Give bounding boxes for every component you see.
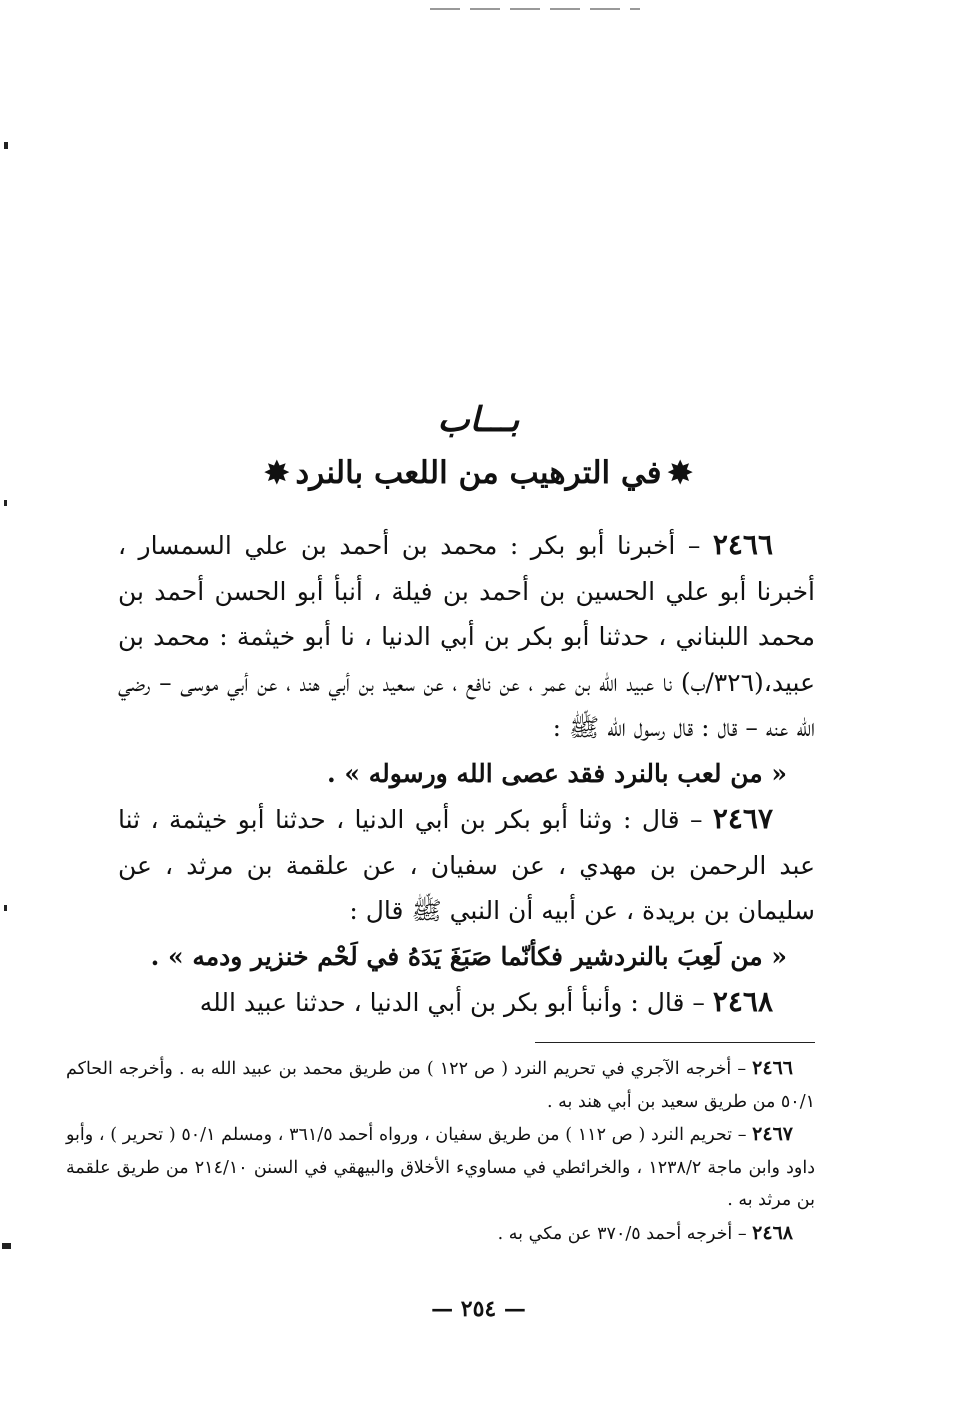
footnote-number: ٢٤٦٧ [752, 1123, 793, 1145]
hadith-entry-2467 [118, 796, 815, 934]
chapter-title: في الترهيب من اللعب بالنرد [295, 455, 662, 491]
hadith-chain: – قال : وأنبأ أبو بكر بن أبي الدنيا ، حدثنا عبيد الله [199, 988, 713, 1017]
page-number: — ٢٥٤ — [431, 1296, 526, 1322]
footnote-item [66, 1118, 815, 1217]
hadith-chain: – أخبرنا أبو بكر : محمد بن أحمد بن علي السمسار ، أخبرنا أبو علي الحسين بن أحمد بن فيلة ، أنبأ أبو الحسن أحمد بن محمد اللبناني ، حدثنا أبو بكر بن أبي الدنيا ، نا أبو خيثمة : محمد بن عبيد،(٣٢٦/ب) نا عبيد الله بن عمر ، عن نافع ، عن سعيد بن أبي هند ، عن أبي موسى – رضي الله عنه – قال : قال رسول الله ﷺ : [118, 531, 815, 742]
scan-mark [4, 905, 7, 911]
scan-mark [4, 500, 7, 506]
footnote-divider [535, 1042, 815, 1043]
footnote-item [66, 1052, 815, 1118]
hadith-text: « من لعب بالنرد فقد عصى الله ورسوله » . [326, 758, 787, 788]
main-text [118, 522, 815, 1026]
footnotes [66, 1052, 815, 1250]
footnote-item [66, 1217, 815, 1251]
star-ornament-icon: ✸ [264, 456, 290, 491]
footnote-number: ٢٤٦٨ [752, 1221, 793, 1244]
footnote-text: – تحريم النرد ( ص ١١٢ ) من طريق سفيان ، ورواه أحمد ٣٦١/٥ ، ومسلم ٥٠/١ ( تحرير ) ، وأبو داود وابن ماجة ١٢٣٨/٢ ، والخرائطي في مساويء الأخلاق والبيهقي في السنن ٢١٤/١٠ من طريق علقمة بن مرثد به . [66, 1125, 816, 1210]
hadith-text: « من لَعِبَ بالنردشير فكأنّما صَبَغَ يَدَهُ في لَحْم خنزير ودمه » . [150, 941, 787, 971]
hadith-entry-2466 [118, 522, 815, 751]
top-dash-line [430, 8, 640, 10]
hadith-number: ٢٤٦٨ [712, 985, 773, 1018]
hadith-number: ٢٤٦٧ [712, 802, 773, 835]
section-label: بـــاب [437, 400, 520, 440]
footnote-text: – أخرجه الآجري في تحريم النرد ( ص ١٢٢ ) من طريق محمد بن عبيد الله به . وأخرجه الحاكم ٥٠/١ من طريق سعيد بن أبي هند به . [66, 1059, 815, 1112]
chapter-heading [0, 455, 957, 491]
hadith-chain: – قال : وثنا أبو بكر بن أبي الدنيا ، حدثنا أبو خيثمة ، ثنا عبد الرحمن بن مهدي ، عن سفيان ، عن علقمة بن مرثد ، عن سليمان بن بريدة ، عن أبيه أن النبي ﷺ قال : [118, 805, 815, 925]
footnote-text: – أخرجه أحمد ٣٧٠/٥ عن مكي به . [497, 1223, 753, 1244]
hadith-entry-2468 [118, 979, 815, 1026]
scan-mark [4, 142, 8, 149]
star-ornament-icon: ✸ [667, 456, 693, 491]
hadith-number: ٢٤٦٦ [712, 528, 773, 561]
footnote-number: ٢٤٦٦ [752, 1057, 793, 1079]
scan-mark [2, 1243, 11, 1249]
